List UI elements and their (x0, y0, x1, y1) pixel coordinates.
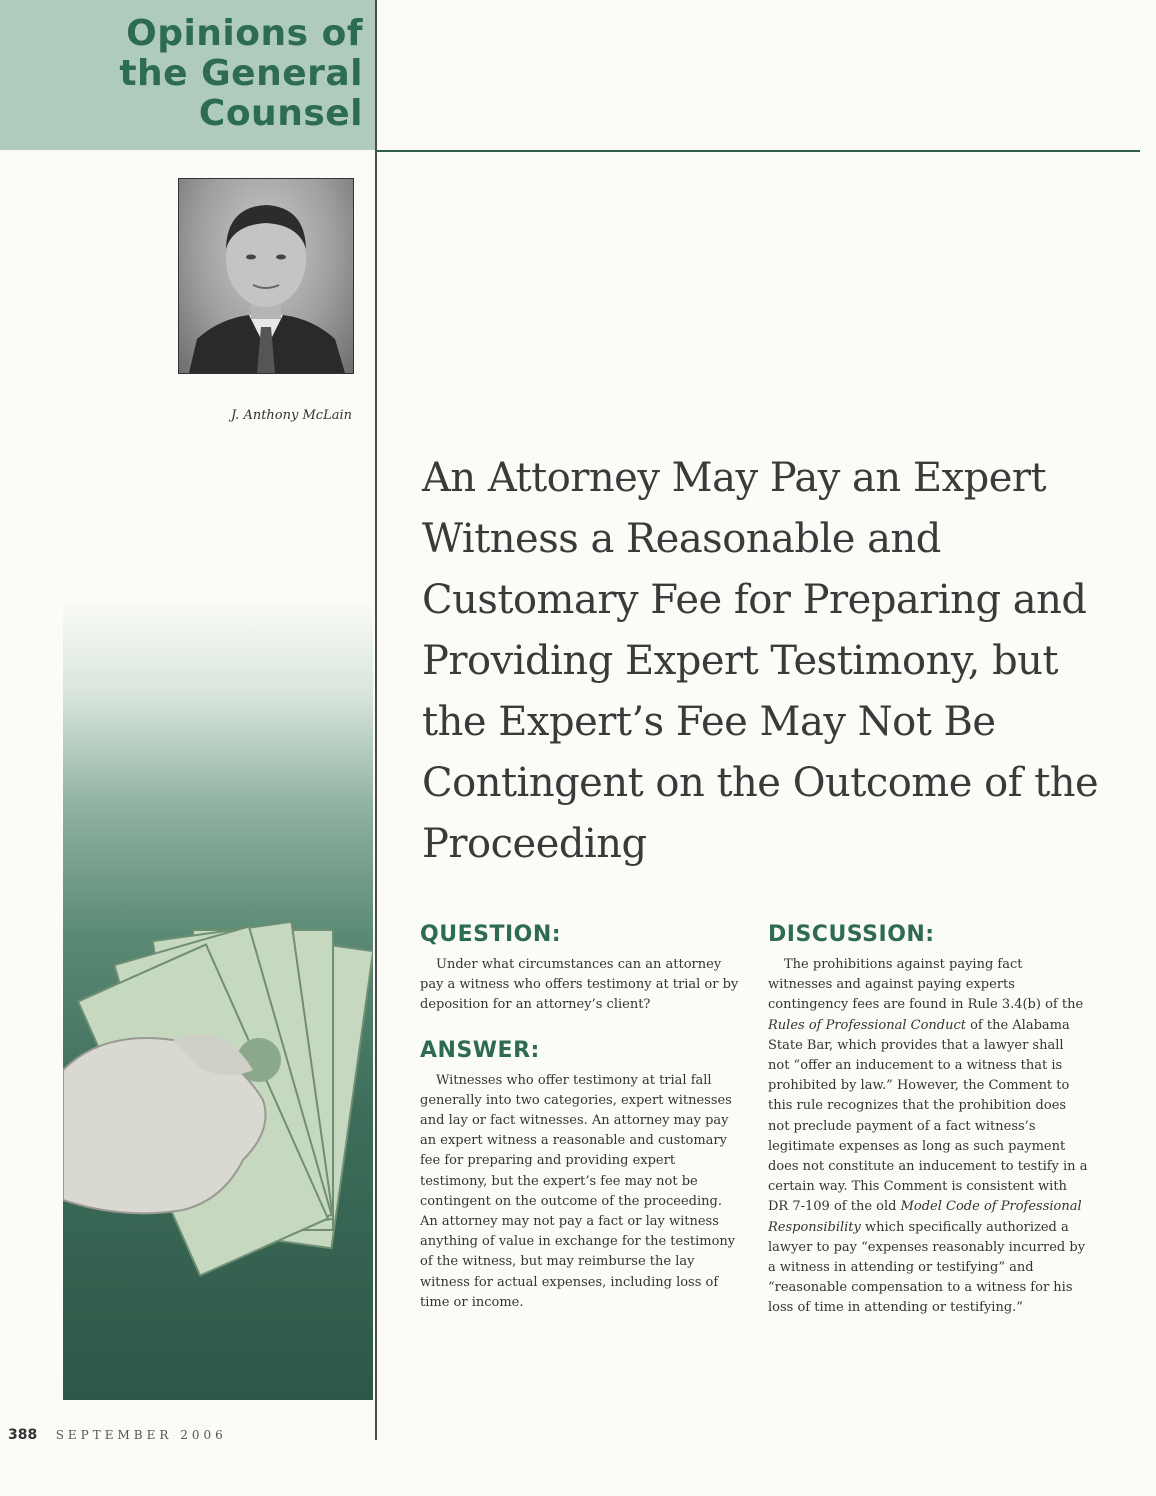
discussion-body (768, 955, 1088, 1319)
question-heading: QUESTION: (420, 922, 562, 947)
model-code-title: Model Code of Professional Responsibility (768, 1199, 1082, 1235)
author-photo (178, 178, 354, 374)
page-footer (8, 1427, 227, 1443)
issue-date: SEPTEMBER 2006 (55, 1428, 227, 1442)
discussion-text-1: The prohibitions against paying fact witnesses and against paying experts contingency fees are found in Rule 3.4(b) of the (768, 957, 1084, 1013)
page-number: 388 (8, 1427, 38, 1443)
answer-heading: ANSWER: (420, 1037, 540, 1063)
rules-title: Rules of Professional Conduct (768, 1017, 966, 1033)
header-rule (375, 150, 1140, 152)
author-portrait-illustration (179, 179, 353, 373)
discussion-text-3: which specifically authorized a lawyer to pay “expenses reasonably incurred by a witness in attending or testifying” and “reasonable compensation to a witness for his loss of time in attending or testifying.” (768, 1219, 1086, 1316)
section-title: Opinions of the General Counsel (119, 13, 363, 134)
article-headline: An Attorney May Pay an Expert Witness a Reasonable and Customary Fee for Preparing and Providing Expert Testimony, but the Expert’s Fee May Not Be Contingent on the Outcome of the Proceeding (422, 455, 1099, 867)
money-photo (63, 600, 373, 1400)
discussion-heading: DISCUSSION: (768, 922, 935, 947)
money-hand-illustration (63, 600, 373, 1400)
column-divider-line (375, 0, 377, 1440)
right-column (768, 922, 1088, 1319)
discussion-text-2: of the Alabama State Bar, which provides that a lawyer shall not “offer an inducement to a witness that is prohibited by law.” However, the Comment to this rule recognizes that the prohibition does not preclude payment of a fact witness’s legitimate expenses as long as such payment does not constitute an inducement to testify in a certain way. This Comment is consistent with DR 7-109 of the old (768, 1017, 1088, 1215)
section-header (0, 0, 375, 150)
left-column (420, 922, 740, 1313)
author-caption: J. Anthony McLain (230, 408, 352, 423)
question-body: Under what circumstances can an attorney pay a witness who offers testimony at trial or by deposition for an attorney’s client? (420, 957, 739, 1013)
answer-body: Witnesses who offer testimony at trial fall generally into two categories, expert witnesses and lay or fact witnesses. An attorney may pay an expert witness a reasonable and customary fee for preparing and providing expert testimony, but the expert’s fee may not be contingent on the outcome of the proceeding. An attorney may not pay a fact or lay witness anything of value in exchange for the testimony of the witness, but may reimburse the lay witness for actual expenses, including loss of time or income. (420, 1072, 736, 1310)
